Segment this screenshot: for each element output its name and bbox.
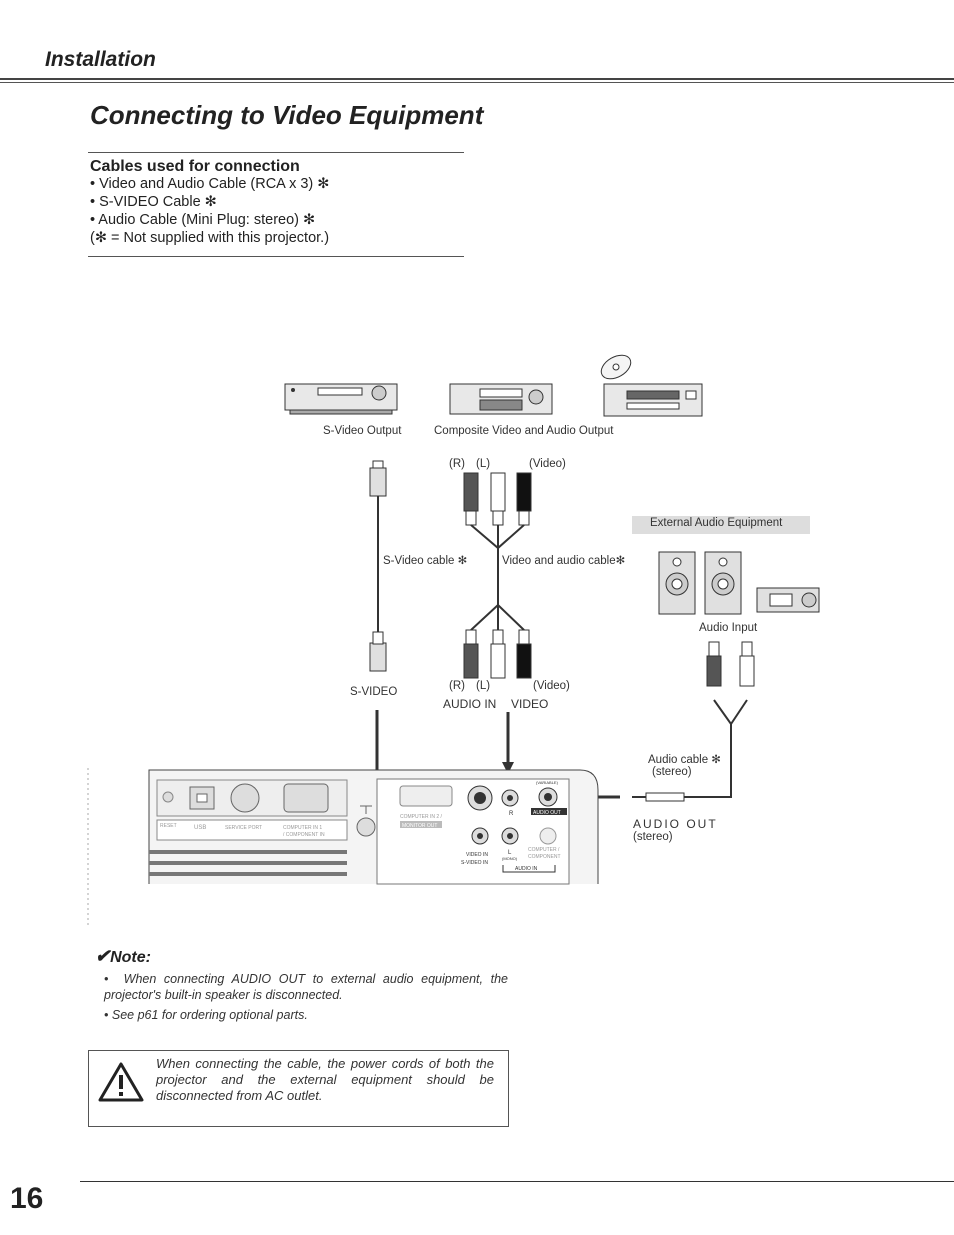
panel-video-in-label: VIDEO IN	[466, 852, 488, 858]
audio-out-stereo-label: (stereo)	[633, 831, 673, 843]
video-port-label: VIDEO	[511, 697, 549, 711]
panel-audio-in-label: AUDIO IN	[515, 866, 538, 872]
panel-component-in-label: / COMPONENT IN	[283, 832, 325, 838]
external-audio-label: External Audio Equipment	[650, 517, 783, 529]
speaker-right-icon	[705, 552, 741, 614]
audio-input-label: Audio Input	[699, 622, 758, 634]
panel-l-label: L	[508, 850, 512, 856]
checkmark-icon: ✔	[95, 946, 111, 966]
cable-item-audio: • Audio Cable (Mini Plug: stereo) ✻	[90, 212, 316, 228]
top-l-label: (L)	[476, 458, 491, 470]
panel-monitor-out-label: MONITOR OUT	[402, 823, 438, 829]
panel-r-label: R	[509, 811, 514, 817]
bottom-video-label: (Video)	[533, 680, 570, 692]
note-bullet: •	[104, 1008, 112, 1022]
svideo-output-label: S-Video Output	[323, 425, 402, 437]
panel-computer-in1-label: COMPUTER IN 1	[283, 825, 323, 831]
rca-plugs-bottom	[464, 630, 531, 678]
panel-component-label: COMPONENT	[528, 854, 561, 860]
video-deck-icon	[450, 384, 552, 414]
audio-cable	[632, 642, 754, 801]
note-item-audio-out	[104, 971, 508, 1003]
svideo-cable-label: S-Video cable ✻	[383, 555, 468, 567]
amplifier-icon	[757, 588, 819, 612]
projector-back-panel	[88, 768, 598, 925]
note-item-optional-parts-text: See p61 for ordering optional parts.	[111, 1008, 308, 1022]
page-number: 16	[10, 1182, 44, 1215]
warning-text: When connecting the cable, the power cords of both the projector and the external equipment should be disconnected from AC outlet.	[156, 1056, 494, 1103]
note-heading-text: Note:	[110, 949, 151, 966]
cable-item-note: (✻ = Not supplied with this projector.)	[90, 230, 330, 246]
panel-computer-component-label: COMPUTER /	[528, 847, 560, 853]
panel-computer-in2-label: COMPUTER IN 2 /	[400, 814, 442, 820]
panel-service-port-label: SERVICE PORT	[225, 825, 263, 831]
bottom-l-label: (L)	[476, 680, 491, 692]
note-heading	[95, 946, 151, 967]
cable-item-rca: • Video and Audio Cable (RCA x 3) ✻	[90, 176, 330, 192]
cable-item-svideo: • S-VIDEO Cable ✻	[90, 194, 217, 210]
panel-usb-label: USB	[194, 825, 207, 831]
speaker-left-icon	[659, 552, 695, 614]
vcr-device-icon	[285, 384, 397, 414]
panel-audio-out-label: AUDIO OUT	[533, 810, 561, 816]
page-title: Connecting to Video Equipment	[90, 100, 484, 130]
audio-out-label: AUDIO OUT	[633, 817, 718, 831]
note-item-audio-out-text: When connecting AUDIO OUT to external audio equipment, the projector's built-in speaker is disconnected.	[104, 972, 508, 1002]
top-video-label: (Video)	[529, 458, 566, 470]
panel-variable-label: (VARIABLE)	[536, 780, 558, 785]
footer-rule	[80, 1181, 954, 1182]
audio-cable-label: Audio cable ✻	[648, 754, 721, 766]
composite-output-label: Composite Video and Audio Output	[434, 425, 614, 437]
section-title: Installation	[45, 48, 156, 71]
audio-cable-stereo-label: (stereo)	[652, 766, 692, 778]
warning-icon	[98, 1062, 144, 1102]
dvd-player-icon	[597, 350, 702, 416]
rca-plugs-top	[464, 473, 531, 630]
note-bullet: •	[104, 972, 124, 986]
audio-in-label: AUDIO IN	[443, 697, 497, 711]
panel-reset-label: RESET	[160, 823, 177, 829]
top-r-label: (R)	[449, 458, 465, 470]
video-audio-cable-label: Video and audio cable✻	[502, 555, 626, 567]
bottom-r-label: (R)	[449, 680, 465, 692]
cables-heading: Cables used for connection	[90, 158, 300, 175]
svideo-port-label: S-VIDEO	[350, 686, 398, 698]
panel-svideo-in-label: S-VIDEO IN	[461, 860, 488, 866]
note-item-optional-parts	[104, 1007, 508, 1023]
panel-mono-label: (MONO)	[502, 856, 518, 861]
